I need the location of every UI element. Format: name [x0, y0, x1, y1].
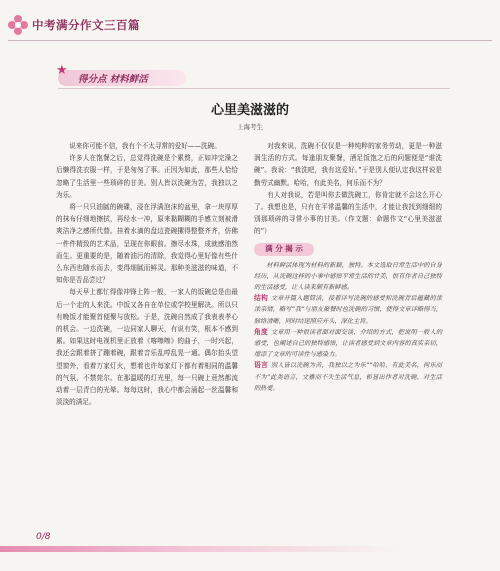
analysis-text: 文章用一种很读者面对面交谈、介绍的方式，把说明一般人的感受，也阐述自己的独特感悟，让读者感受到文章内容的真实亲切，增添了文章的可读性与感染力。	[254, 328, 443, 359]
book-title: 中考满分作文三百篇	[32, 18, 140, 32]
body-paragraph: 有人对我说，若是叫你去做洗碗工，你肯定就不会这么开心了。我想也是，只有在平常温馨的生活中，才能让我找到细细的别那琐碎的寻常小事的甘美。（作文题：命题作文“心里美滋滋的”）	[254, 190, 442, 236]
analysis-keyword: 结构	[254, 294, 268, 303]
footer-bar	[0, 546, 500, 552]
body-paragraph: 说来你可能不信，我有个不太寻常的爱好——洗碗。	[69, 142, 221, 150]
analysis-text: 别人皆以洗碗为苦，我独以之为乐”“哈哈，有此美名，何乐而不为”此类语言，文雅而不失生活气息，彰显出作者对洗碗、对生活的热爱。	[254, 362, 442, 392]
page-number: 0/8	[36, 532, 51, 542]
analysis-item	[254, 327, 442, 361]
header-rule	[8, 40, 492, 41]
article-author: 上海考生	[237, 123, 263, 131]
analysis-item	[254, 293, 442, 327]
left-column	[56, 140, 238, 408]
body-paragraph: 对我来说，洗碗不仅仅是一种纯粹的家务劳动，更是一种滋润生活的方式。每逢朋友聚餐，酒足饭饱之后的问题便是“谁洗碗”。我说：“我洗吧，我有这爱好。”于是别人便认定我这样说是勤劳式幽默。哈哈，有此美名，何乐而不为？	[254, 142, 442, 187]
section-rule	[58, 88, 450, 89]
analysis-text: 文章开篇入题简洁，接着详写洗碗的感受和洗碗背后蕴藏的浓浓亲情，略写“我”与朋友聚餐时也洗碗的习惯，使得文章详略得当，脉络清晰，同时结尾照应开头，深化主旨。	[254, 295, 443, 325]
body-paragraph: 每天早上都忙得像冲锋上阵一般，一家人的饭碗总是由最后一个走的人来洗。中饭又各自在单位或学校里解决。所以只有晚饭才能聚首便聚与放松。于是，洗碗自然成了我表表孝心的机会。一边洗碗，一边同家人聊天，有说有笑，根本不感到累。如果这时电视机里正放着《喀嚓嚓》的曲子，一时兴起，我还会跟着挤了蹦着碗，跟着音乐乱哼乱晃一通。偶尔抬头望望窗外，看着万家灯火，想着也许每家灯下都有着相同的温馨的气氛，不禁莞尔。在那温暖的灯光里，每一只碗上竟然都流动着一层青白的光晕。每每这时，我心中都会涌起一丝温馨和淡淡的满足。	[56, 288, 238, 407]
analysis-keyword: 角度	[254, 327, 268, 336]
body-paragraph: 将一只只油腻的碗碟，浸在浮满泡沫的盆里，拿一块厚厚的抹布仔细地擦拭，再经水一冲，原来黏糊糊的手感立刻被滑爽洁净之感所代替。挂着水滴的盘边瓷碗摞得整整齐齐，仿佛一件件精致的艺术品，呈现在你眼前。擦尽水珠，成就感油然而生。更重要的是，随着油污的清除，我觉得心里好像有些什么东西也随水而去，变得细腻而鲜灵。那种美滋滋的味道，不知你是否品尝过？	[56, 203, 238, 285]
analysis-item	[254, 360, 442, 394]
running-header	[8, 14, 140, 36]
analysis-intro: 材料鲜活体现为材料的新颖，独特。本文选取日常生活中的自身经历，从洗碗这样的小事中感悟平常生活的甘美，很有作者自己独特的生活感受，让人读来颇有新鲜感。	[254, 261, 442, 292]
article-title: 心里美滋滋的	[210, 103, 289, 118]
analysis-notes	[254, 260, 442, 394]
section-tag	[58, 70, 186, 86]
body-paragraph: 许多人在饱餐之后，总觉得洗碗是个累赘，正如冲完澡之后懒得洗衣服一样，于是匆匆了事。正因为如此，那些人恰恰忽略了生活里一些琐碎的甘美。别人皆以洗碗为苦，我独以之为乐。	[56, 154, 238, 199]
section-tag-label: 得分点 材料鲜活	[78, 74, 148, 85]
analysis-heading: 满 分 揭 示	[254, 243, 314, 256]
flower-icon	[8, 15, 28, 35]
star-icon: ★	[56, 63, 68, 78]
right-column	[254, 140, 442, 394]
analysis-keyword: 语言	[254, 361, 268, 370]
